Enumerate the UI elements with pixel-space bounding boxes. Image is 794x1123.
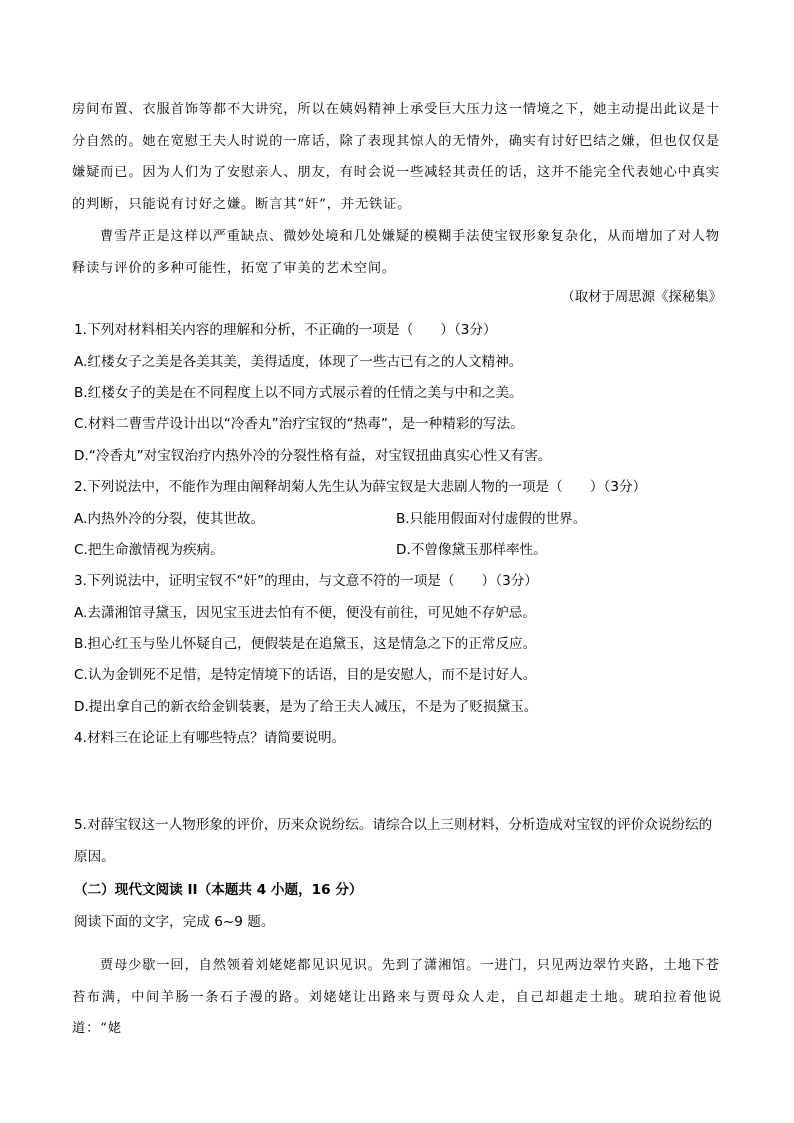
passage-line: 嫌疑而已。因为人们为了安慰亲人、朋友，有时会说一些减轻其责任的话，这并不能完全代表她心中真实	[72, 165, 721, 181]
source-citation: （取材于周思源《探秘集》	[561, 290, 722, 305]
question-2-option-c: C.把生命激情视为疾病。	[74, 542, 224, 558]
question-3-option-c: C.认为金钏死不足惜，是特定情境下的话语，目的是安慰人，而不是讨好人。	[74, 667, 537, 683]
section-instruction: 阅读下面的文字，完成 6~9 题。	[74, 914, 275, 930]
passage-line: 苔布满，中间羊肠一条石子漫的路。刘姥姥让出路来与贾母众人走，自己却趄走土地。琥珀拉着他说道：“姥	[72, 989, 722, 1037]
question-4-stem: 4.材料三在论证上有哪些特点？请简要说明。	[74, 730, 346, 746]
passage-line: 释读与评价的多种可能性，拓宽了审美的艺术空间。	[72, 260, 397, 276]
passage-line: 房间布置、衣服首饰等都不大讲究，所以在姨妈精神上承受巨大压力这一情境之下，她主动提出此议是十	[72, 102, 721, 117]
question-1-option-d: D.“冷香丸”对宝钗治疗内热外冷的分裂性格有益，对宝钗扭曲真实心性又有害。	[74, 448, 552, 464]
passage-paragraph	[72, 950, 722, 1045]
question-2-option-a: A.内热外冷的分裂，使其世故。	[74, 511, 265, 527]
question-1-option-a: A.红楼女子之美是各美其美，美得适度，体现了一些古已有之的人文精神。	[74, 354, 523, 370]
question-3-stem: 3.下列说法中，证明宝钗不“奸”的理由，与文意不符的一项是（ ）（3分）	[74, 573, 538, 589]
question-5-stem: 5.对薛宝钗这一人物形象的评价，历来众说纷纭。请综合以上三则材料，分析造成对宝钗的评价众说纷纭的原因。	[74, 817, 713, 865]
passage-line: 的判断，只能说有讨好之嫌。断言其“奸”，并无铁证。	[72, 196, 412, 212]
question-3-option-d: D.提出拿自己的新衣给金钏装裹，是为了给王夫人减压，不是为了贬损黛玉。	[74, 699, 538, 715]
question-3-option-b: B.担心红玉与坠儿怀疑自己，便假装是在追黛玉，这是情急之下的正常反应。	[74, 636, 537, 652]
passage-line: 曹雪芹正是这样以严重缺点、微妙处境和几处嫌疑的模糊手法使宝钗形象复杂化，从而增加了对人物	[100, 229, 720, 244]
question-3-option-a: A.去潇湘馆寻黛玉，因见宝玉进去怕有不便，便没有前往，可见她不存妒忌。	[74, 605, 536, 621]
section-heading: （二）现代文阅读 II（本题共 4 小题，16 分）	[74, 882, 363, 898]
question-1-option-b: B.红楼女子的美是在不同程度上以不同方式展示着的任情之美与中和之美。	[74, 385, 523, 401]
question-2-option-d: D.不曾像黛玉那样率性。	[396, 542, 547, 558]
passage-paragraph	[72, 221, 722, 284]
question-2-stem: 2.下列说法中，不能作为理由阐释胡菊人先生认为薛宝钗是大悲剧人物的一项是（ ）（3分）	[74, 479, 647, 495]
passage-paragraph	[72, 94, 722, 220]
question-1-option-c: C.材料二曹雪芹设计出以“冷香丸”治疗宝钗的“热毒”，是一种精彩的写法。	[74, 416, 524, 432]
question-1-stem: 1.下列对材料相关内容的理解和分析，不正确的一项是（ ）（3分）	[74, 322, 497, 338]
question-2-option-b: B.只能用假面对付虚假的世界。	[396, 511, 587, 527]
passage-line: 分自然的。她在宽慰王夫人时说的一席话，除了表现其惊人的无情外，确实有讨好巴结之嫌，但也仅仅是	[72, 133, 721, 149]
passage-line: 贾母少歇一回，自然领着刘姥姥都见识见识。先到了潇湘馆。一进门，只见两边翠竹夹路，土地下苍	[100, 958, 720, 973]
